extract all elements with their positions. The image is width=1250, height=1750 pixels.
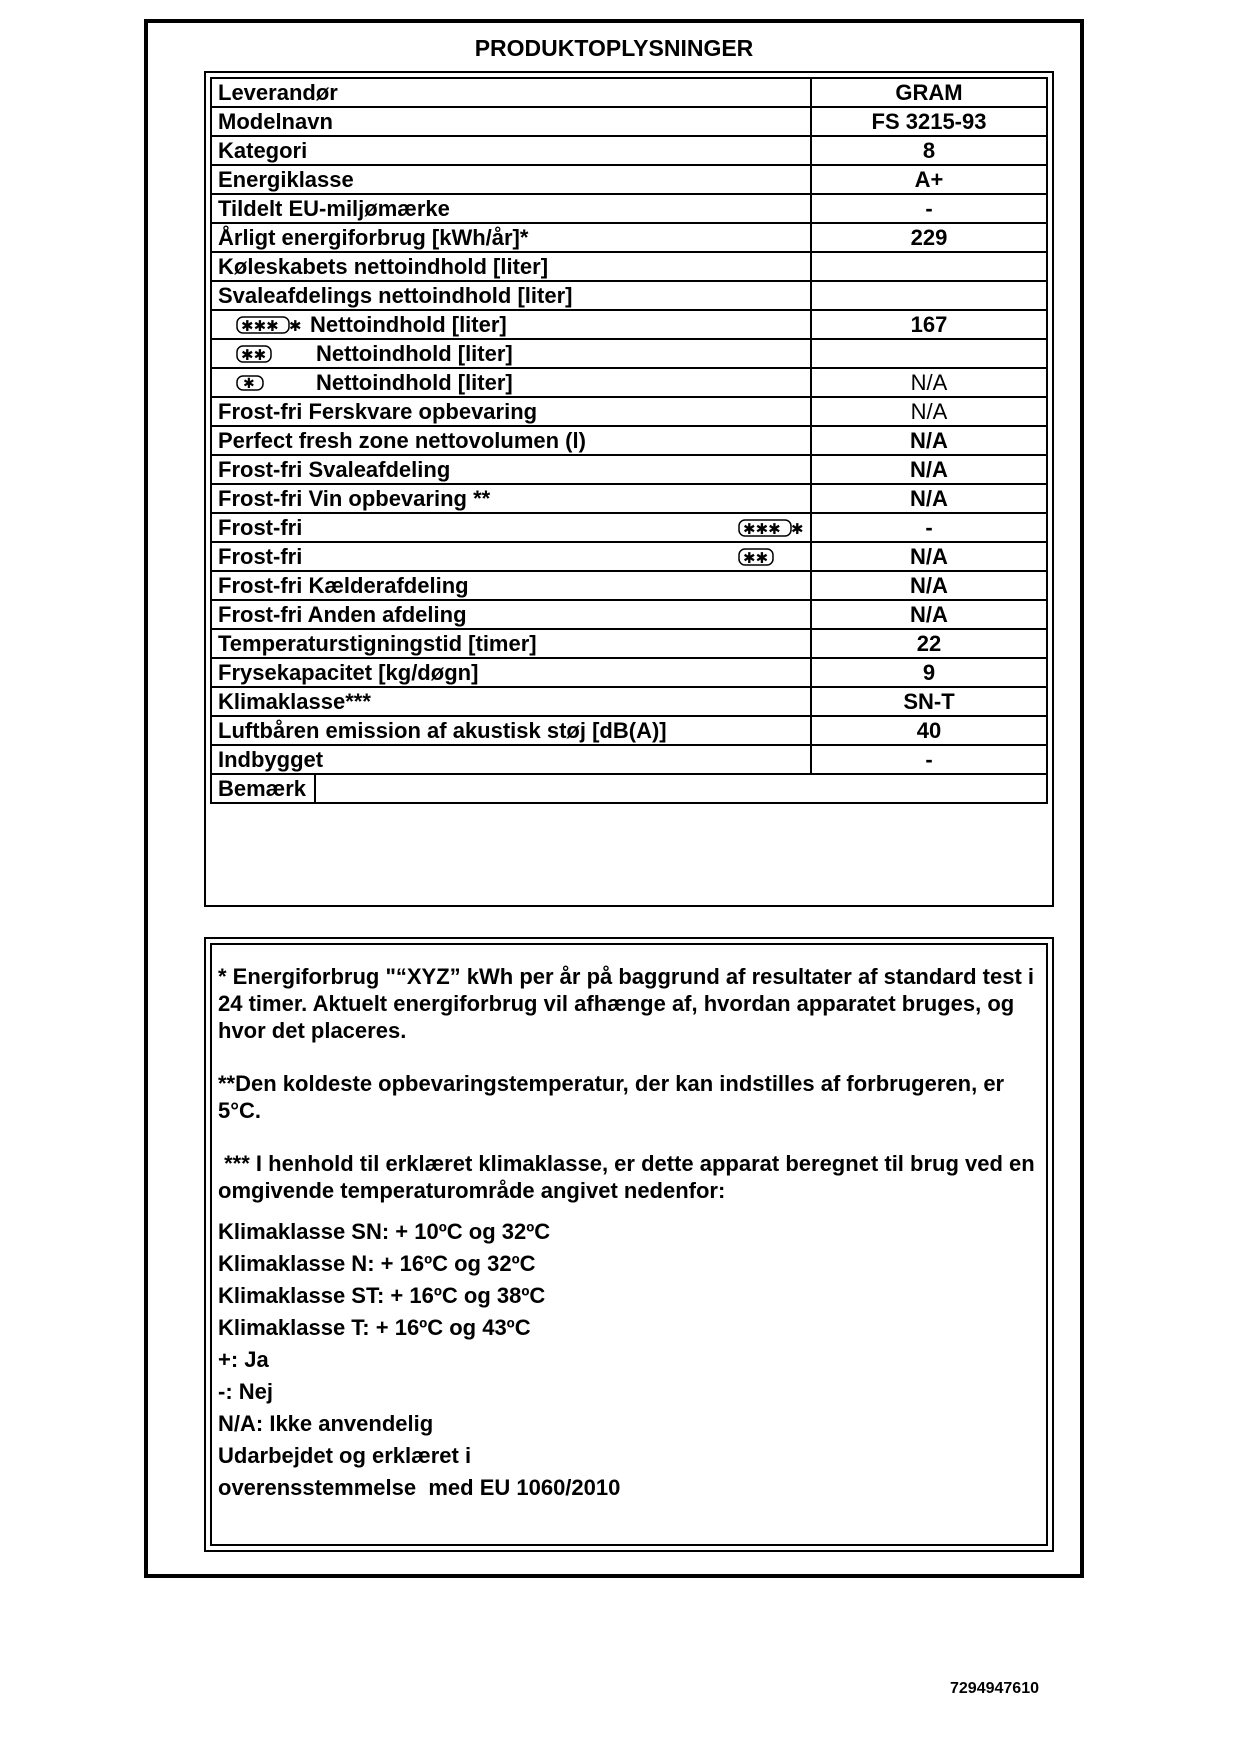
row-value: 22 — [811, 629, 1047, 658]
legend-line: -: Nej — [218, 1379, 273, 1404]
row-value: N/A — [811, 397, 1047, 426]
row-supplier — [211, 78, 1047, 107]
coldest-note: **Den koldeste opbevaringstemperatur, der kan indstilles af forbrugeren, er 5°C. — [218, 1071, 1005, 1123]
climate-line: Klimaklasse N: + 16ºC og 32ºC — [218, 1251, 536, 1276]
legend-line: +: Ja — [218, 1347, 269, 1372]
svg-text:✱: ✱ — [243, 375, 255, 392]
row-frostfree-fresh — [211, 397, 1047, 426]
row-value — [811, 252, 1047, 281]
row-frostfree-chill — [211, 455, 1047, 484]
row-label: Frost-fri Ferskvare opbevaring — [211, 397, 811, 426]
row-freeze-capacity — [211, 658, 1047, 687]
climate-line: Klimaklasse SN: + 10ºC og 32ºC — [218, 1219, 551, 1244]
row-value: 9 — [811, 658, 1047, 687]
four-star-freezer-icon — [738, 518, 804, 538]
row-value: 229 — [811, 223, 1047, 252]
two-star-freezer-icon — [236, 344, 308, 364]
remark-label: Bemærk — [218, 775, 316, 802]
row-one-star-volume — [211, 368, 1047, 397]
row-energy-class — [211, 165, 1047, 194]
row-label: Kategori — [211, 136, 811, 165]
row-label: Energiklasse — [211, 165, 811, 194]
row-value: N/A — [811, 571, 1047, 600]
row-label: Nettoindhold [liter] — [316, 340, 513, 366]
two-star-freezer-icon — [738, 547, 804, 567]
row-label: Modelnavn — [211, 107, 811, 136]
row-label: Frost-fri Kælderafdeling — [211, 571, 811, 600]
row-value: SN-T — [811, 687, 1047, 716]
row-label: Køleskabets nettoindhold [liter] — [211, 252, 811, 281]
row-label: Frost-fri — [218, 514, 303, 540]
document-number: 7294947610 — [950, 1680, 1039, 1697]
row-value: N/A — [811, 426, 1047, 455]
row-value: - — [811, 745, 1047, 774]
svg-text:✱✱✱: ✱✱✱ — [743, 519, 781, 538]
row-value: 8 — [811, 136, 1047, 165]
row-label: Temperaturstigningstid [timer] — [211, 629, 811, 658]
legend-line: N/A: Ikke anvendelig — [218, 1411, 434, 1436]
row-label: Frost-fri Svaleafdeling — [211, 455, 811, 484]
row-remark — [211, 774, 1047, 803]
svg-text:✱: ✱ — [289, 316, 302, 335]
row-four-star-volume — [211, 310, 1047, 339]
energy-note: * Energiforbrug "“XYZ” kWh per år på baggrund af resultater af standard test i 24 timer. Aktuelt energiforbrug vil afhænge af, hvordan apparatet bruges, og hvor det placeres. — [218, 964, 1035, 1043]
row-label: Tildelt EU-miljømærke — [211, 194, 811, 223]
row-built-in — [211, 745, 1047, 774]
row-chill-volume — [211, 281, 1047, 310]
row-label: Nettoindhold [liter] — [310, 311, 507, 337]
svg-text:✱✱: ✱✱ — [241, 345, 267, 364]
row-value: A+ — [811, 165, 1047, 194]
row-label: Luftbåren emission af akustisk støj [dB(A)] — [211, 716, 811, 745]
row-label: Indbygget — [211, 745, 811, 774]
row-value: N/A — [811, 600, 1047, 629]
climate-line: Klimaklasse ST: + 16ºC og 38ºC — [218, 1283, 546, 1308]
compliance-line: Udarbejdet og erklæret i — [218, 1443, 472, 1468]
row-fridge-volume — [211, 252, 1047, 281]
row-frostfree-cellar — [211, 571, 1047, 600]
row-frostfree-wine — [211, 484, 1047, 513]
row-two-star-volume — [211, 339, 1047, 368]
row-label: Leverandør — [211, 78, 811, 107]
product-sheet — [144, 19, 1084, 1578]
row-label: Årligt energiforbrug [kWh/år]* — [211, 223, 811, 252]
row-frostfree-other — [211, 600, 1047, 629]
row-perfect-fresh — [211, 426, 1047, 455]
row-value: N/A — [811, 484, 1047, 513]
row-label: Svaleafdelings nettoindhold [liter] — [211, 281, 811, 310]
spec-table — [210, 77, 1048, 804]
row-temp-rise — [211, 629, 1047, 658]
row-frostfree-two-star — [211, 542, 1047, 571]
row-annual-energy — [211, 223, 1047, 252]
row-value: N/A — [811, 368, 1047, 397]
svg-text:✱: ✱ — [791, 519, 804, 538]
row-value: GRAM — [811, 78, 1047, 107]
one-star-freezer-icon — [236, 373, 308, 393]
row-category — [211, 136, 1047, 165]
row-label: Klimaklasse*** — [211, 687, 811, 716]
row-label: Nettoindhold [liter] — [316, 369, 513, 395]
row-value: FS 3215-93 — [811, 107, 1047, 136]
notes-frame — [204, 937, 1054, 1552]
row-frostfree-four-star — [211, 513, 1047, 542]
document-title: PRODUKTOPLYSNINGER — [474, 35, 754, 61]
row-climate-class — [211, 687, 1047, 716]
spec-table-frame — [204, 71, 1054, 907]
row-model — [211, 107, 1047, 136]
row-value: - — [811, 194, 1047, 223]
row-label: Frost-fri Anden afdeling — [211, 600, 811, 629]
notes-box — [210, 943, 1048, 1546]
row-value: N/A — [811, 542, 1047, 571]
row-value: 40 — [811, 716, 1047, 745]
compliance-line: overensstemmelse med EU 1060/2010 — [218, 1475, 621, 1500]
svg-text:✱✱✱: ✱✱✱ — [241, 316, 279, 335]
row-value: - — [811, 513, 1047, 542]
row-label: Frost-fri — [218, 543, 303, 569]
row-label: Perfect fresh zone nettovolumen (l) — [211, 426, 811, 455]
climate-note: *** I henhold til erklæret klimaklasse, er dette apparat beregnet til brug ved en omgivende temperaturområde angivet nedenfor: — [218, 1151, 1041, 1203]
row-eco-label — [211, 194, 1047, 223]
row-label: Frost-fri Vin opbevaring ** — [211, 484, 811, 513]
row-value — [811, 339, 1047, 368]
row-value: 167 — [811, 310, 1047, 339]
four-star-freezer-icon — [236, 315, 302, 335]
row-value — [811, 281, 1047, 310]
row-noise — [211, 716, 1047, 745]
climate-line: Klimaklasse T: + 16ºC og 43ºC — [218, 1315, 531, 1340]
row-value: N/A — [811, 455, 1047, 484]
svg-text:✱✱: ✱✱ — [743, 548, 769, 567]
row-label: Frysekapacitet [kg/døgn] — [211, 658, 811, 687]
